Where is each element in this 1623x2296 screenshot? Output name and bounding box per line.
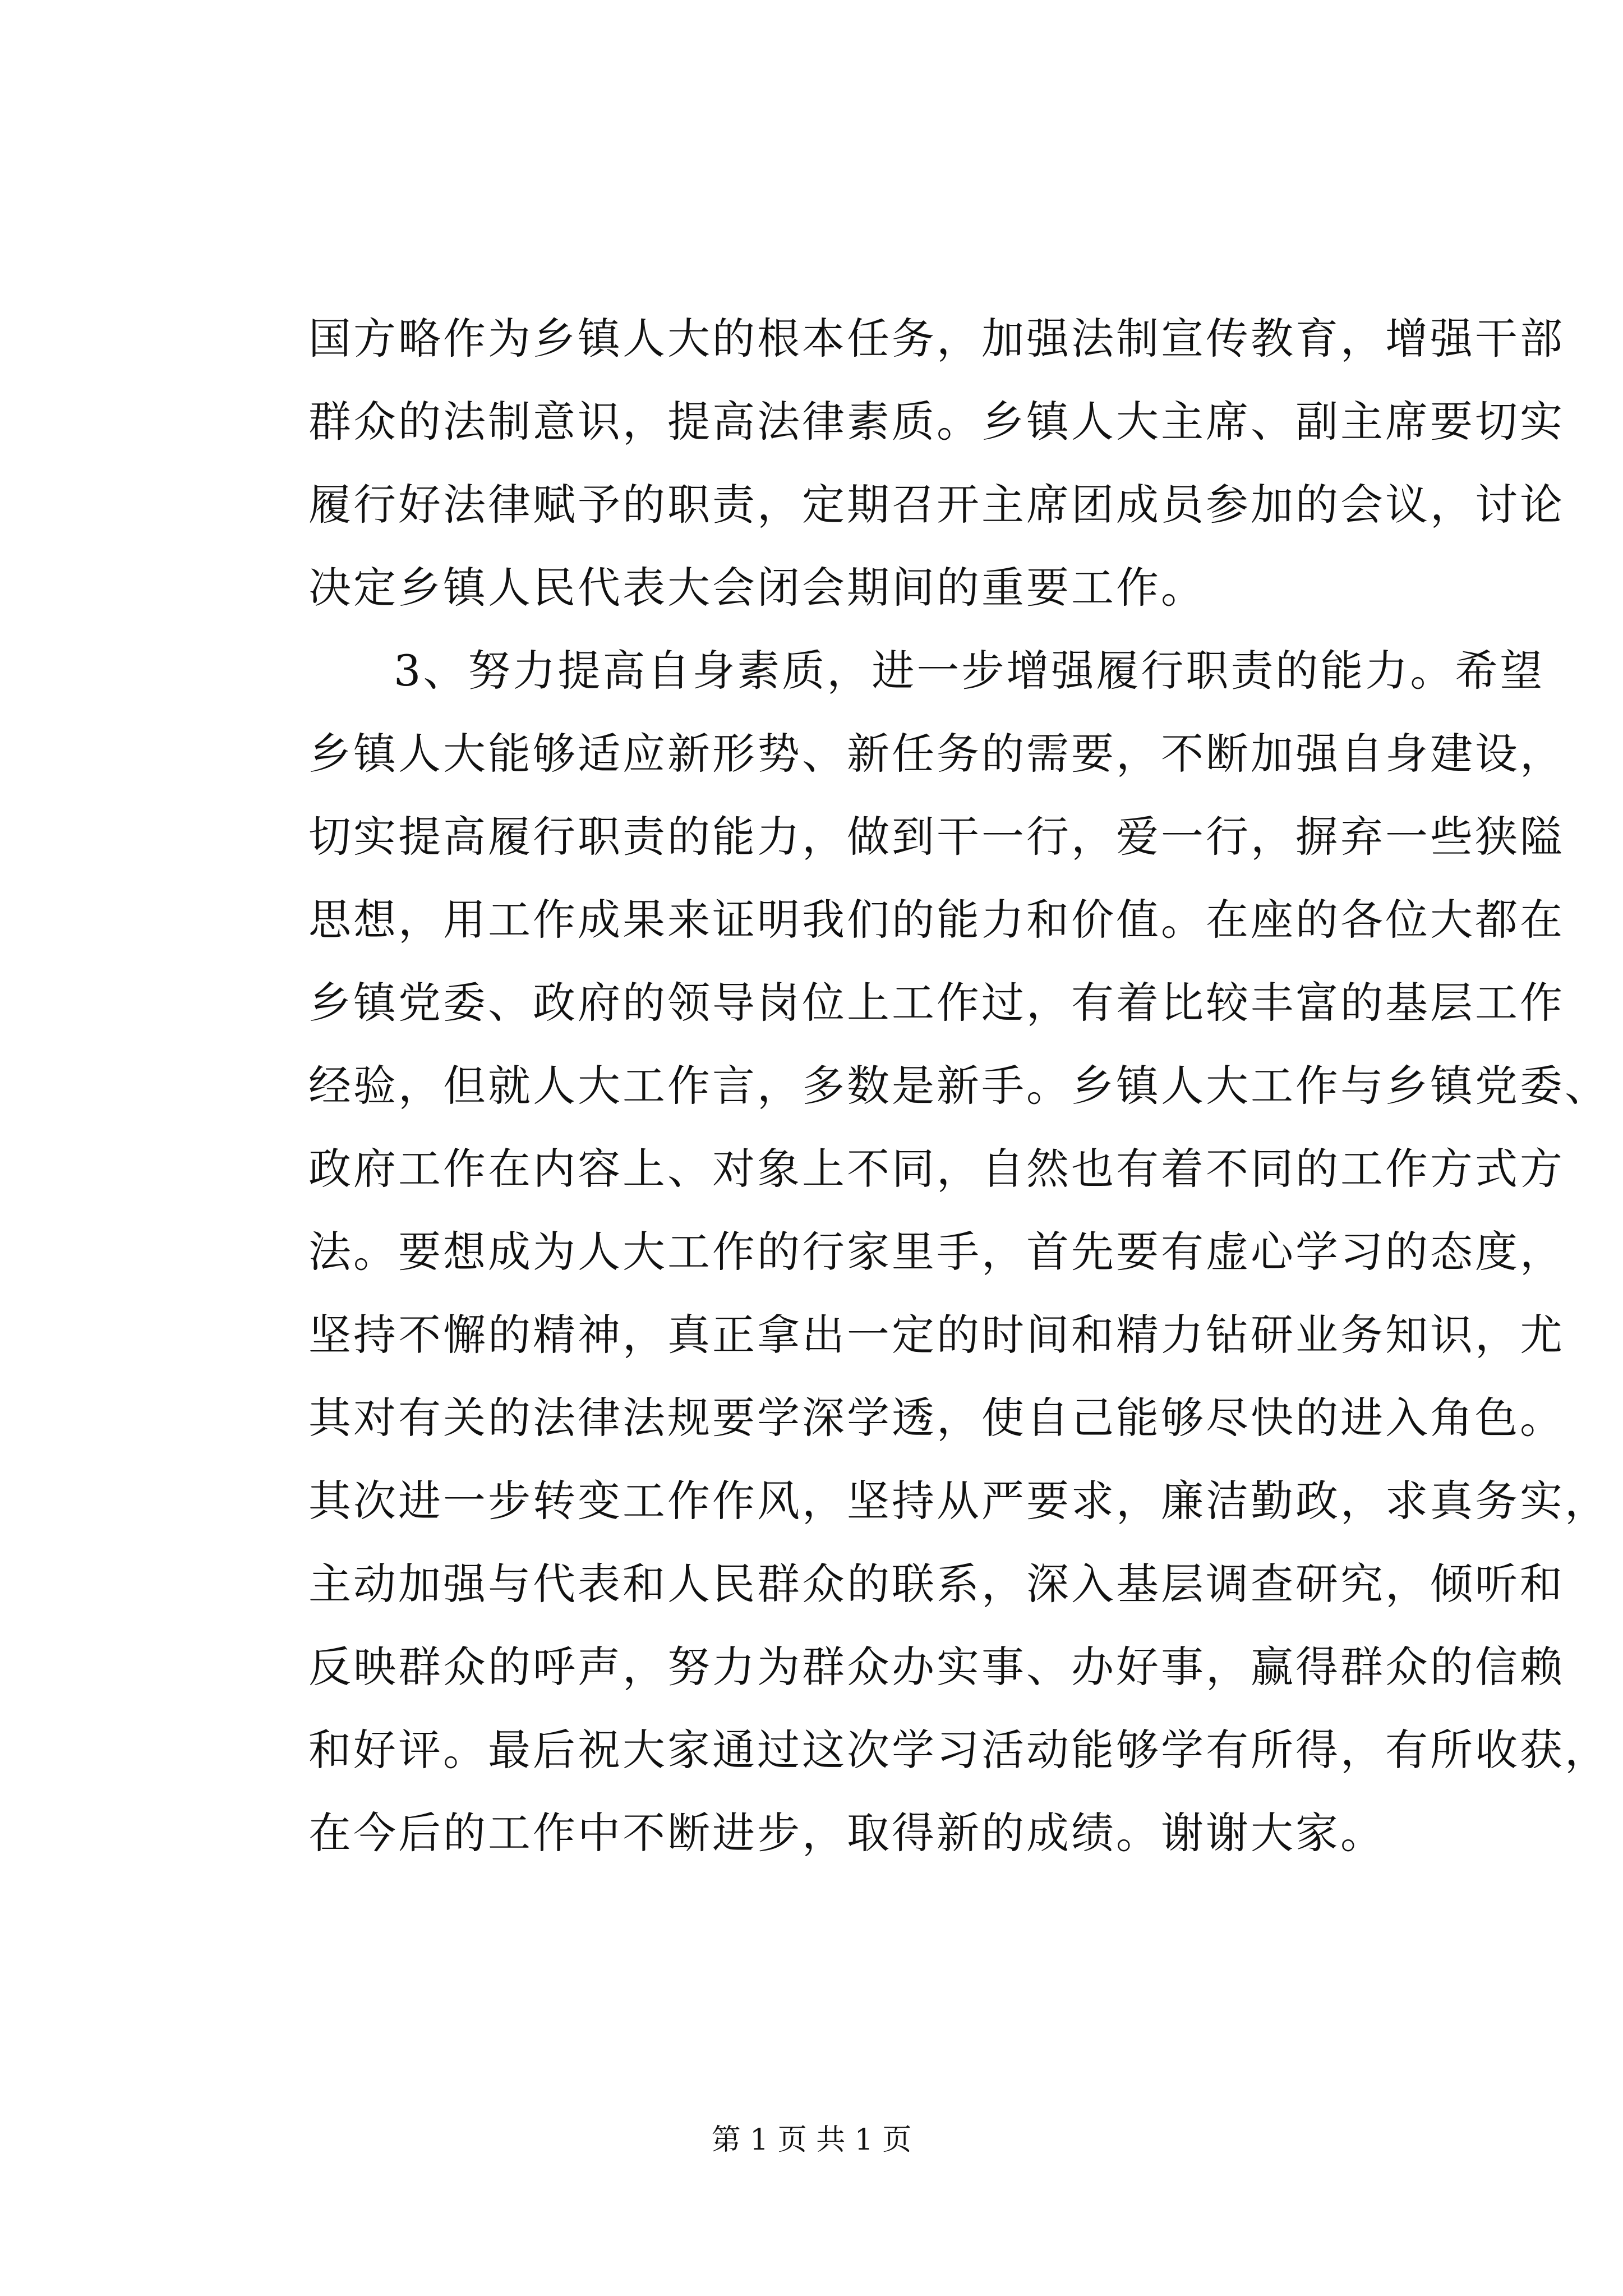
- text-line: 国方略作为乡镇人大的根本任务，加强法制宣传教育，增强干部: [308, 314, 1565, 364]
- text-line: 乡镇人大能够适应新形势、新任务的需要，不断加强自身建设，: [308, 729, 1565, 779]
- paragraph-start-line: 3、努力提高自身素质，进一步增强履行职责的能力。希望: [394, 646, 1545, 696]
- text-line: 政府工作在内容上、对象上不同，自然也有着不同的工作方式方: [308, 1144, 1565, 1194]
- text-line: 乡镇党委、政府的领导岗位上工作过，有着比较丰富的基层工作: [308, 978, 1565, 1028]
- page-number-footer: 第 1 页 共 1 页: [711, 2123, 912, 2157]
- text-line: 思想，用工作成果来证明我们的能力和价值。在座的各位大都在: [308, 895, 1565, 945]
- text-line: 决定乡镇人民代表大会闭会期间的重要工作。: [308, 563, 1206, 613]
- text-line: 坚持不懈的精神，真正拿出一定的时间和精力钻研业务知识，尤: [308, 1310, 1565, 1360]
- text-line: 和好评。最后祝大家通过这次学习活动能够学有所得，有所收获，: [308, 1725, 1610, 1775]
- text-line: 其对有关的法律法规要学深学透，使自己能够尽快的进入角色。: [308, 1393, 1565, 1443]
- document-body: [308, 297, 1610, 1875]
- text-line: 在今后的工作中不断进步，取得新的成绩。谢谢大家。: [308, 1808, 1385, 1858]
- text-line: 经验，但就人大工作言，多数是新手。乡镇人大工作与乡镇党委、: [308, 1061, 1610, 1111]
- text-line: 主动加强与代表和人民群众的联系，深入基层调查研究，倾听和: [308, 1559, 1565, 1609]
- text-line: 群众的法制意识，提高法律素质。乡镇人大主席、副主席要切实: [308, 397, 1565, 447]
- text-line: 法。要想成为人大工作的行家里手，首先要有虚心学习的态度，: [308, 1227, 1565, 1277]
- text-line: 履行好法律赋予的职责，定期召开主席团成员参加的会议，讨论: [308, 480, 1565, 530]
- text-line: 其次进一步转变工作作风，坚持从严要求，廉洁勤政，求真务实，: [308, 1476, 1610, 1526]
- text-line: 反映群众的呼声，努力为群众办实事、办好事，赢得群众的信赖: [308, 1642, 1565, 1692]
- text-line: 切实提高履行职责的能力，做到干一行，爱一行，摒弃一些狭隘: [308, 812, 1565, 862]
